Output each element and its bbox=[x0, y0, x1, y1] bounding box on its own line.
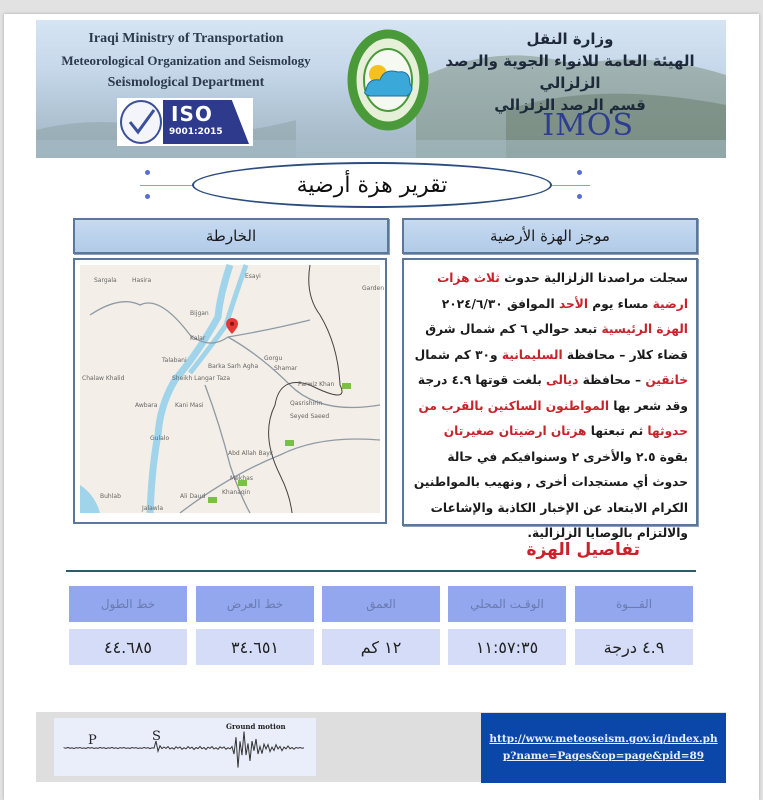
map-place-label: Mekhas bbox=[230, 475, 253, 482]
value-local-time: ١١:٥٧:٣٥ bbox=[448, 629, 566, 665]
summary-heading-text: موجز الهزة الأرضية bbox=[490, 227, 610, 245]
summary-text bbox=[402, 258, 698, 540]
map-place-label: Seyed Saeed bbox=[290, 413, 330, 420]
imos-acronym: IMOS bbox=[542, 108, 634, 143]
summary-text-segment: سجلت مراصدنا الزلزالية حدوث bbox=[499, 271, 688, 285]
map-place-label: Buhlab bbox=[100, 493, 121, 500]
seismogram-wave-icon bbox=[54, 718, 316, 776]
map-place-label: Khanaqin bbox=[222, 489, 251, 496]
map-place-label: Gorgu bbox=[264, 355, 283, 362]
seismogram-illustration bbox=[54, 718, 316, 776]
summary-text-segment: مساء يوم bbox=[588, 296, 653, 311]
organization-name: Meteorological Organization and Seismology bbox=[61, 53, 311, 68]
epicenter-map[interactable] bbox=[80, 265, 384, 513]
organization-logo bbox=[348, 28, 428, 132]
header-banner bbox=[36, 20, 726, 158]
column-header-latitude: خط العرض bbox=[196, 586, 314, 622]
website-link-line-2[interactable]: p?name=Pages&op=page&pid=89 bbox=[502, 750, 705, 762]
report-title-pill bbox=[192, 162, 552, 208]
map-place-label: Kalar bbox=[190, 335, 206, 342]
highlighted-text: الأحد bbox=[558, 296, 589, 311]
iso-label: ISO bbox=[171, 102, 213, 126]
column-header-longitude: خط الطول bbox=[69, 586, 187, 622]
map-place-label: Qasrishirin bbox=[290, 400, 323, 407]
summary-text-segment: تبعد حوالي ٦ كم شمال شرق قضاء كلار – محافظة bbox=[425, 322, 688, 362]
value-longitude: ٤٤.٦٨٥ bbox=[69, 629, 187, 665]
map-place-label: Abd Allah Bayk bbox=[228, 450, 274, 457]
ministry-name-ar: وزارة النقل bbox=[526, 30, 614, 48]
ground-motion-label: Ground motion bbox=[226, 722, 286, 731]
map-place-label: Sheikh Langar Taza bbox=[172, 375, 231, 382]
map-place-label: Talabani bbox=[162, 357, 187, 364]
map-place-label: Garden bbox=[362, 285, 384, 292]
summary-text-segment: الموافق ٢٠٢٤/٦/٣٠ bbox=[441, 296, 559, 311]
summary-text-segment: ثم تبعتها bbox=[586, 424, 648, 438]
map-place-label: Shamar bbox=[274, 365, 298, 372]
map-place-label: Jalawla bbox=[142, 505, 164, 512]
details-heading: تفاصيل الهزة bbox=[526, 540, 640, 560]
report-title: تقرير هزة أرضية bbox=[296, 172, 448, 198]
map-heading-text: الخارطة bbox=[205, 227, 257, 245]
summary-text-segment: و٣٠ كم شمال bbox=[414, 347, 502, 362]
highlighted-text: السليمانية bbox=[501, 347, 563, 362]
bullet-dot-icon bbox=[145, 194, 150, 199]
iso-badge bbox=[117, 98, 253, 146]
value-magnitude: ٤.٩ درجة bbox=[575, 629, 693, 665]
website-link-box bbox=[481, 713, 726, 783]
column-header-magnitude: القـــوة bbox=[575, 586, 693, 622]
highlighted-text: هزتان ارضيتان صغيرتان bbox=[443, 424, 587, 438]
organization-name-ar: الهيئة العامة للانواء الجوية والرصد الزلزالي bbox=[445, 52, 695, 92]
value-latitude: ٣٤.٦٥١ bbox=[196, 629, 314, 665]
map-place-label: Bijgan bbox=[190, 310, 209, 317]
bullet-dot-icon bbox=[145, 170, 150, 175]
bullet-dot-icon bbox=[577, 170, 582, 175]
iso-standard: 9001:2015 bbox=[169, 127, 223, 137]
bullet-dot-icon bbox=[577, 194, 582, 199]
epicenter-pin-icon[interactable] bbox=[226, 318, 238, 334]
map-place-label: Barka Sarh Agha bbox=[208, 363, 259, 370]
map-place-label: Hasira bbox=[132, 277, 152, 284]
summary-text-segment: بلغت قوتها ٤.٩ درجة وقد شعر بها bbox=[417, 373, 688, 413]
map-place-label: Esayi bbox=[245, 273, 261, 280]
highlighted-text: ديالى bbox=[546, 373, 579, 387]
column-header-local-time: الوقـت المحلي bbox=[448, 586, 566, 622]
highlighted-text: خانقين bbox=[645, 373, 688, 387]
certification-seal-icon bbox=[120, 100, 162, 144]
column-header-depth: العمق bbox=[322, 586, 440, 622]
ministry-name: Iraqi Ministry of Transportation bbox=[88, 31, 284, 46]
summary-text-segment: – محافظة bbox=[578, 373, 646, 387]
summary-text-segment: بقوة ٢.٥ والأخرى ٢ وسنوافيكم في حالة حدوث أي مستجدات أخرى , ونهيب بالمواطنين الكرام الابتعاد عن الإخبار الكاذبة والإشاعات والالتزام بالوصايا الزلزالية. bbox=[413, 449, 688, 540]
s-wave-label: S bbox=[152, 729, 161, 744]
website-link-line-1[interactable]: http://www.meteoseism.gov.iq/index.ph bbox=[489, 733, 718, 745]
value-depth: ١٢ كم bbox=[322, 629, 440, 665]
map-place-label: Sargala bbox=[94, 277, 117, 284]
department-name: Seismological Department bbox=[107, 75, 265, 90]
p-wave-label: P bbox=[88, 733, 97, 748]
map-place-label: Kani Masi bbox=[175, 402, 204, 409]
map-place-label: Ali Daud bbox=[180, 493, 206, 500]
map-place-label: Awbara bbox=[135, 402, 158, 409]
arabic-title-block bbox=[420, 28, 720, 116]
highlighted-text: الهزة الرئيسية bbox=[601, 322, 688, 336]
department-name-ar: قسم الرصد الزلزالي bbox=[494, 96, 646, 114]
map-place-label: Gulalo bbox=[150, 435, 170, 442]
map-heading bbox=[73, 218, 389, 254]
watermark-overlay bbox=[542, 668, 722, 702]
summary-heading bbox=[402, 218, 698, 254]
details-divider bbox=[66, 570, 696, 572]
divider bbox=[140, 185, 194, 186]
map-frame bbox=[73, 258, 387, 524]
map-place-label: Parwiz Khan bbox=[298, 381, 335, 388]
divider bbox=[550, 185, 590, 186]
map-place-label: Chalaw Khalid bbox=[82, 375, 125, 382]
highlighted-text: المواطنون الساكنين بالقرب من حدوثها bbox=[418, 398, 688, 438]
report-title-row bbox=[140, 160, 590, 214]
highlighted-text: ثلاث هزات ارضية bbox=[437, 271, 688, 311]
english-title-block bbox=[36, 28, 336, 94]
